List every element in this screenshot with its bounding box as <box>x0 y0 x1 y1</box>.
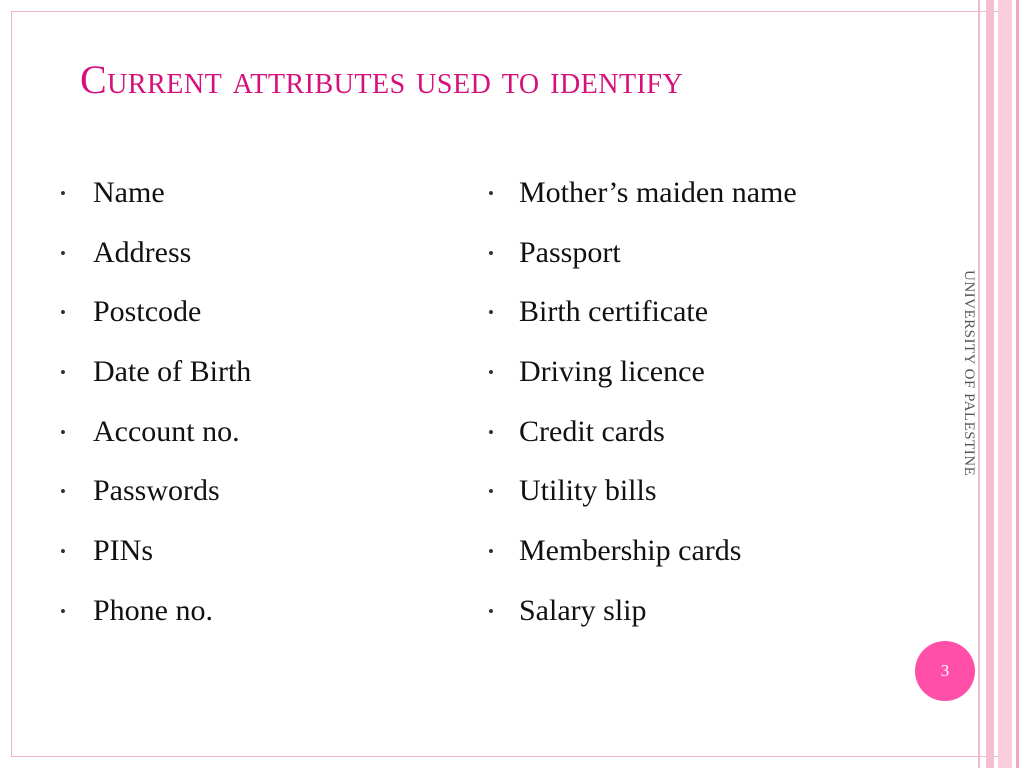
bullet-icon: • <box>488 482 494 502</box>
bullet-item <box>488 178 848 208</box>
bullet-icon: • <box>60 422 66 442</box>
decorative-stripe <box>1016 0 1019 768</box>
bullet-text: Postcode <box>93 295 202 329</box>
bullet-icon: • <box>488 184 494 203</box>
decorative-stripe <box>998 0 1012 768</box>
bullet-icon: • <box>60 303 66 323</box>
bullet-text: Address <box>93 235 192 269</box>
bullet-text: Birth certificate <box>519 295 709 329</box>
bullet-text: Passport <box>519 235 621 269</box>
bullet-text: Salary slip <box>519 593 647 627</box>
bullet-text: Credit cards <box>519 414 665 448</box>
bullet-item <box>60 593 460 627</box>
bullet-item <box>60 297 460 327</box>
slide-title: Current attributes used to identify <box>80 57 684 102</box>
bullet-icon: • <box>60 601 66 621</box>
bullet-text: Phone no. <box>93 593 213 627</box>
bullet-icon: • <box>488 422 494 442</box>
bullet-text: Account no. <box>93 414 240 448</box>
bullet-icon: • <box>488 542 494 562</box>
decorative-stripe <box>978 0 980 768</box>
bullet-icon: • <box>488 363 494 383</box>
bullet-item <box>488 235 848 269</box>
bullet-icon: • <box>60 363 66 383</box>
bullet-item <box>60 414 460 448</box>
bullet-icon: • <box>60 482 66 502</box>
bullet-item <box>60 536 460 566</box>
university-side-label: UNIVERSITY OF PALESTINE <box>961 270 977 477</box>
bullet-item <box>60 235 460 269</box>
bullet-icon: • <box>60 184 66 203</box>
bullet-item <box>60 178 460 208</box>
decorative-stripe <box>986 0 994 768</box>
page-number-badge: 3 <box>915 641 975 701</box>
left-bullet-list <box>60 178 460 656</box>
bullet-text: Driving licence <box>519 355 705 389</box>
bullet-text: PINs <box>93 534 154 568</box>
bullet-icon: • <box>488 243 494 263</box>
bullet-item <box>488 593 848 627</box>
bullet-item <box>60 476 460 506</box>
bullet-text: Mother’s maiden name <box>519 176 797 209</box>
bullet-item <box>488 297 848 327</box>
bullet-text: Date of Birth <box>93 355 252 389</box>
bullet-icon: • <box>60 243 66 263</box>
bullet-text: Utility bills <box>519 474 657 508</box>
bullet-item <box>488 414 848 448</box>
right-bullet-list <box>488 178 848 656</box>
bullet-item <box>488 357 848 387</box>
bullet-item <box>488 476 848 506</box>
bullet-icon: • <box>488 303 494 323</box>
bullet-text: Name <box>93 176 165 209</box>
bullet-icon: • <box>488 601 494 621</box>
bullet-item <box>60 357 460 387</box>
bullet-text: Passwords <box>93 474 220 508</box>
bullet-icon: • <box>60 542 66 562</box>
bullet-text: Membership cards <box>519 534 742 568</box>
bullet-item <box>488 536 848 566</box>
